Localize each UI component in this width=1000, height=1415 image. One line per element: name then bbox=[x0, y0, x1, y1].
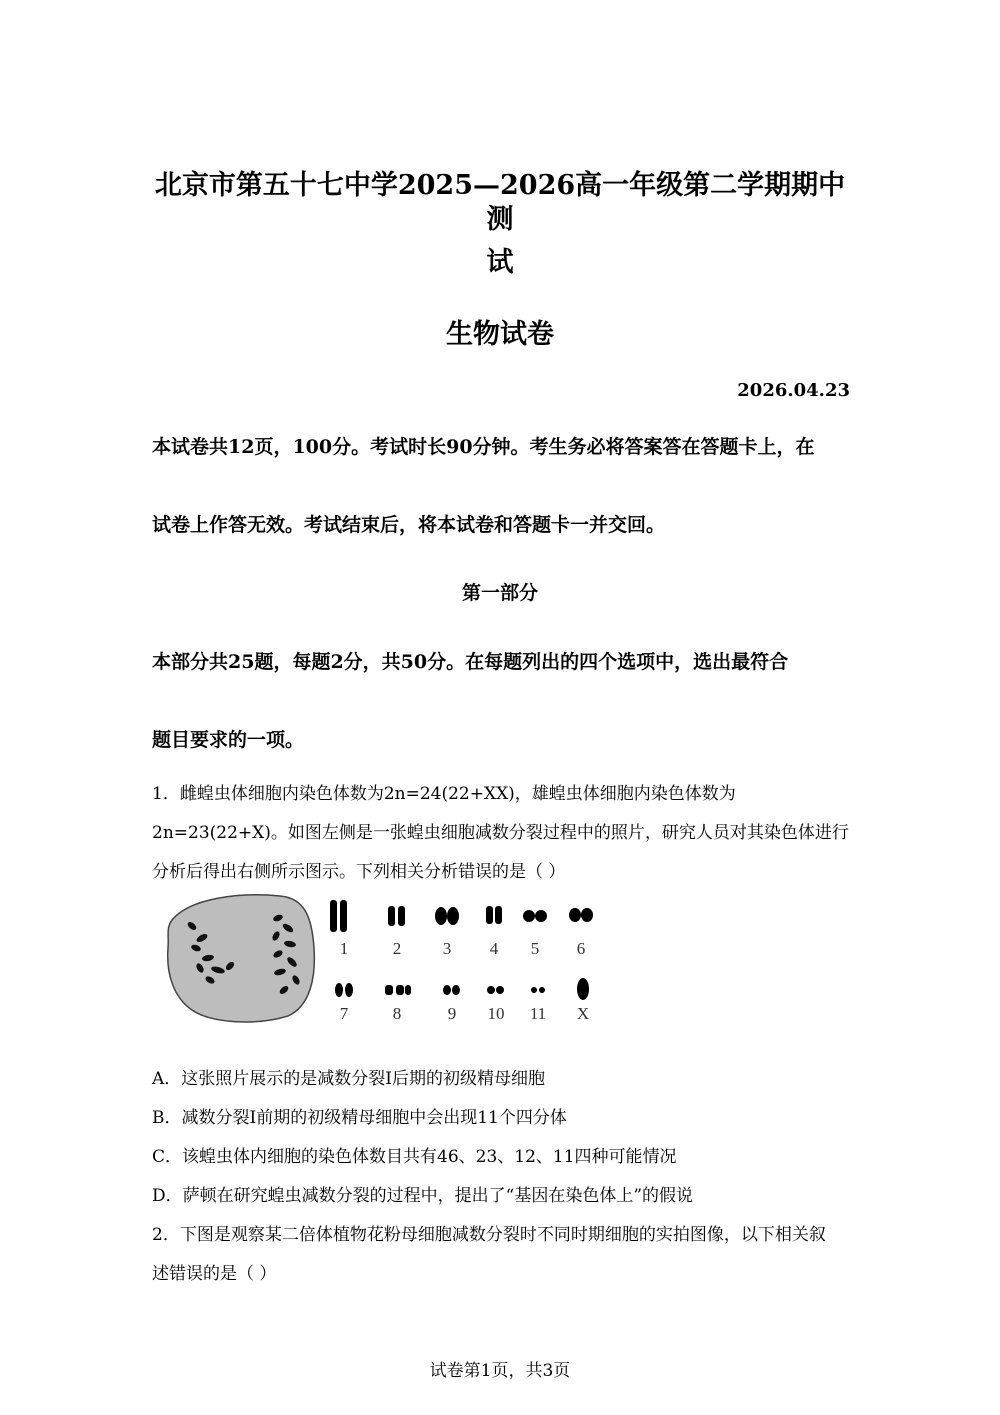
karyotype-label-4: 4 bbox=[489, 939, 499, 958]
question-2-line1: 2．下图是观察某二倍体植物花粉母细胞减数分裂时不同时期细胞的实拍图像，以下相关叙 bbox=[152, 1225, 826, 1245]
cell-photo bbox=[168, 895, 315, 1022]
karyotype-label-7: 7 bbox=[339, 1004, 349, 1023]
exam-title-line2: 试 bbox=[486, 247, 514, 278]
exam-title-line1: 北京市第五十七中学2025—2026高一年级第二学期期中测 bbox=[154, 170, 846, 235]
chromosome-figure bbox=[160, 888, 610, 1028]
page-footer: 试卷第1页，共3页 bbox=[429, 1361, 571, 1381]
question-1-option-a: A．这张照片展示的是减数分裂Ⅰ后期的初级精母细胞 bbox=[152, 1069, 545, 1089]
karyotype-label-10: 10 bbox=[487, 1004, 505, 1023]
question-2-line2: 述错误的是（ ） bbox=[152, 1264, 277, 1284]
part1-heading: 第一部分 bbox=[461, 582, 538, 604]
karyotype-label-x: X bbox=[576, 1004, 590, 1023]
karyotype-label-5: 5 bbox=[530, 939, 540, 958]
question-1-line1: 1．雌蝗虫体细胞内染色体数为2n=24(22+XX)，雄蝗虫体细胞内染色体数为 bbox=[152, 784, 736, 804]
exam-date: 2026.04.23 bbox=[737, 380, 850, 401]
question-1-line2: 2n=23(22+X)。如图左侧是一张蝗虫细胞减数分裂过程中的照片，研究人员对其染色体进行 bbox=[152, 823, 849, 843]
question-1-option-c: C．该蝗虫体内细胞的染色体数目共有46、23、12、11四种可能情况 bbox=[152, 1147, 677, 1167]
part1-desc-line2: 题目要求的一项。 bbox=[152, 729, 305, 751]
instructions-line2: 试卷上作答无效。考试结束后，将本试卷和答题卡一并交回。 bbox=[152, 514, 666, 536]
karyotype bbox=[330, 900, 593, 1023]
karyotype-label-9: 9 bbox=[447, 1004, 457, 1023]
question-1-line3: 分析后得出右侧所示图示。下列相关分析错误的是（ ） bbox=[152, 862, 566, 882]
karyotype-label-6: 6 bbox=[576, 939, 586, 958]
question-1-option-d: D．萨顿在研究蝗虫减数分裂的过程中，提出了“基因在染色体上”的假说 bbox=[152, 1186, 694, 1206]
exam-subtitle: 生物试卷 bbox=[446, 319, 554, 350]
karyotype-label-1: 1 bbox=[339, 939, 349, 958]
part1-desc-line1: 本部分共25题，每题2分，共50分。在每题列出的四个选项中，选出最符合 bbox=[152, 651, 789, 673]
karyotype-label-2: 2 bbox=[392, 939, 402, 958]
instructions-line1: 本试卷共12页，100分。考试时长90分钟。考生务必将答案答在答题卡上，在 bbox=[152, 436, 815, 458]
karyotype-label-3: 3 bbox=[442, 939, 452, 958]
karyotype-label-8: 8 bbox=[392, 1004, 402, 1023]
question-1-option-b: B．减数分裂Ⅰ前期的初级精母细胞中会出现11个四分体 bbox=[152, 1108, 567, 1128]
karyotype-label-11: 11 bbox=[529, 1004, 547, 1023]
